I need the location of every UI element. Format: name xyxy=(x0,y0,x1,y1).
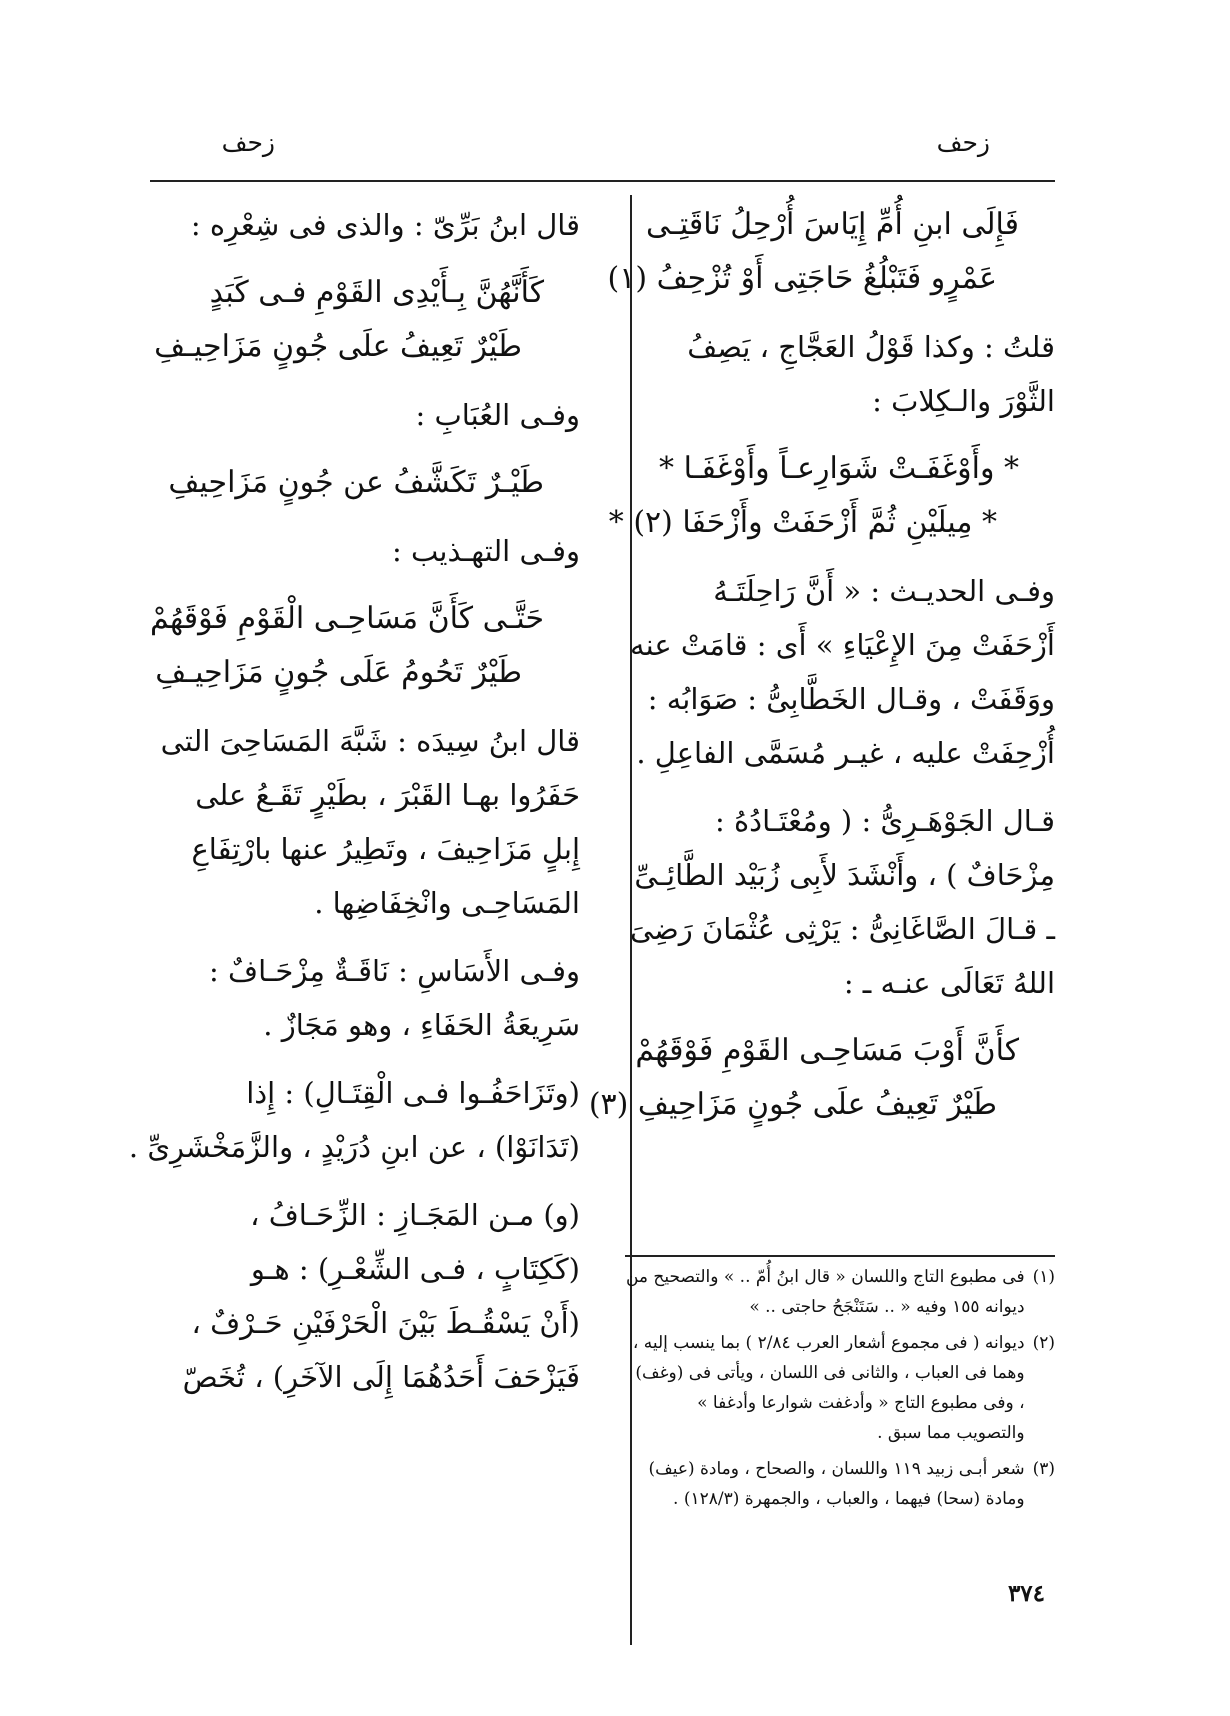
footnotes xyxy=(625,1262,1055,1520)
text-line: اللهُ تَعَالَى عنـه ـ : xyxy=(843,966,1055,1000)
footnote xyxy=(625,1328,1055,1448)
header-left-word: زحف xyxy=(221,128,275,157)
text-line: (أَنْ يَسْقُـطَ بَيْنَ الْحَرْفَيْنِ حَـرْفٌ ، xyxy=(191,1306,580,1340)
verse-line: طَيْرٌ تَعِيفُ علَى جُونٍ مَزَاحِيـفِ xyxy=(154,329,522,364)
text-line: المَسَاحِـى وانْخِفَاضِها . xyxy=(314,886,580,920)
text-line: مِزْحَافٌ ) ، وأَنْشَدَ لأَبِى زُبَيْد الطَّائِـىِّ xyxy=(634,858,1055,892)
header-rule xyxy=(150,180,1055,182)
text-line: ـ قـالَ الصَّاغَانِىُّ : يَرْثِى عُثْمَانَ رَضِىَ xyxy=(629,912,1055,946)
footnote-number: (٢) xyxy=(1032,1333,1055,1353)
footnote-text: شعر أبـى زبيد ١١٩ واللسان ، والصحاح ، ومادة (عيف) ومادة (سحا) فيهما ، والعباب ، والجمهرة (١٢٨/٣) . xyxy=(648,1459,1025,1509)
verse-line: حَتَّـى كَأَنَّ مَسَاحِـى الْقَوْمِ فَوْقَهُمْ xyxy=(150,601,544,636)
text-line: (كَكِتَابٍ ، فـى الشِّعْـرِ) : هـو xyxy=(250,1252,580,1286)
text-line: (تَدَانَوْا) ، عن ابنِ دُرَيْدٍ ، والزَّمَخْشَرِىِّ . xyxy=(128,1130,580,1164)
text-line: (وتَزَاحَفُـوا فـى الْقِتَـالِ) : إِذا xyxy=(246,1076,580,1110)
text-line: وفـى العُبَابِ : xyxy=(415,398,580,432)
verse-line: عَمْرٍو فَتَبْلُغُ حَاجَتِى أَوْ تُزْحِفُ (١) xyxy=(607,261,997,296)
verse-line: * مِيلَيْنِ ثُمَّ أَزْحَفَتْ وأَزْحَفَا (٢) * xyxy=(608,505,997,540)
paragraph xyxy=(128,1066,580,1174)
text-line: فَيَزْحَفَ أَحَدُهُمَا إِلَى الآخَرِ) ، تُخَصّ xyxy=(182,1360,580,1394)
paragraph xyxy=(135,714,580,930)
text-line: قلتُ : وكذا قَوْلُ العَجَّاجِ ، يَصِفُ xyxy=(687,330,1055,364)
text-line: أَزْحَفَتْ مِنَ الإِعْيَاءِ » أَى : قامَتْ عنه xyxy=(630,628,1055,662)
footnote xyxy=(625,1262,1055,1322)
verse-line: فَإِلَى ابنِ أُمِّ إِيَاسَ أُرْحِلُ نَاقَتِـى xyxy=(646,207,1019,242)
text-line: أُزْحِفَتْ عليه ، غيـر مُسَمَّى الفاعِلِ . xyxy=(636,736,1055,770)
paragraph xyxy=(135,388,580,442)
text-line: قال ابنُ بَرِّىّ : والذى فى شِعْرِه : xyxy=(190,208,580,242)
paragraph xyxy=(135,944,580,1052)
text-line: وفـى الأَسَاسِ : نَاقَـةٌ مِزْحَـافٌ : xyxy=(209,954,580,988)
paragraph xyxy=(135,524,580,578)
paragraph xyxy=(610,794,1055,1010)
text-line: (و) مـن المَجَـازِ : الزِّحَـافُ ، xyxy=(250,1198,580,1232)
text-line: إِبلٍ مَزَاحِيفَ ، وتَطِيرُ عنها بارْتِفَاعِ xyxy=(191,832,580,866)
footnote-text: فى مطبوع التاج واللسان « قال ابنُ أُمّ .. » والتصحيح من ديوانه ١٥٥ وفيه « .. سَتَنْجَحُ حاجتى .. » xyxy=(625,1267,1025,1317)
verse-line: * وأَوْغَفَـتْ شَوَارِعـاً وأَوْغَفَـا * xyxy=(659,451,1019,486)
paragraph xyxy=(135,1188,580,1404)
paragraph xyxy=(135,198,580,252)
text-line: حَفَرُوا بهـا القَبْرَ ، بطَيْرٍ تَقَـعُ على xyxy=(195,778,580,812)
footnote-rule xyxy=(625,1255,1055,1257)
text-line: قـال الجَوْهَـرِىُّ : ( ومُعْتَـادُهُ : xyxy=(714,804,1055,838)
page-number: ٣٧٤ xyxy=(1007,1580,1045,1607)
footnote xyxy=(625,1454,1055,1514)
text-line: قال ابنُ سِيدَه : شَبَّهَ المَسَاحِىَ التى xyxy=(160,724,580,758)
paragraph xyxy=(610,564,1055,780)
paragraph xyxy=(610,320,1055,428)
verse-line: طَيْرٌ تَعِيفُ علَى جُونٍ مَزَاحِيفِ (٣) xyxy=(588,1087,997,1122)
text-line: وفـى التهـذيب : xyxy=(391,534,580,568)
verse-block xyxy=(610,442,1055,550)
text-line: وفـى الحديـث : « أَنَّ رَاحِلَتَـهُ xyxy=(713,574,1055,608)
header-right-word: زحف xyxy=(936,128,990,157)
footnote-number: (٣) xyxy=(1032,1459,1055,1479)
verse-line: طَيْـرٌ تَكَشَّفُ عن جُونٍ مَزَاحِيفِ xyxy=(168,465,544,500)
verse-block xyxy=(135,456,580,510)
text-line: الثَّوْرَ والـكِلابَ : xyxy=(872,384,1055,418)
verse-line: كأَنَّ أَوْبَ مَسَاحِـى القَوْمِ فَوْقَهُمْ xyxy=(635,1033,1019,1068)
footnote-text: ديوانه ( فى مجموع أشعار العرب ٢/٨٤ ) بما ينسب إليه ، وهما فى العباب ، والثانى فى اللسان ، ويأتى فى (وغف) ، وفى مطبوع التاج « وأدغفت شوارعا وأدغفا » والتصويب مما سبق . xyxy=(632,1333,1025,1443)
verse-line: طَيْرٌ تَحُومُ عَلَى جُونٍ مَزَاحِيـفِ xyxy=(155,655,522,690)
left-column xyxy=(128,198,580,1418)
text-line: سَرِيعَةُ الحَفَاءِ ، وهو مَجَازٌ . xyxy=(263,1008,580,1042)
verse-block xyxy=(588,1024,1055,1132)
footnote-number: (١) xyxy=(1032,1267,1055,1287)
text-line: ووَقَفَتْ ، وقـال الخَطَّابِىُّ : صَوَابُه : xyxy=(647,682,1055,716)
verse-block xyxy=(135,266,580,374)
right-column xyxy=(588,198,1055,1146)
verse-line: كَأَنَّهُنَّ بِـأَيْدِى القَوْمِ فـى كَبَدٍ xyxy=(209,275,544,310)
verse-block xyxy=(135,592,580,700)
verse-block xyxy=(607,198,1055,306)
